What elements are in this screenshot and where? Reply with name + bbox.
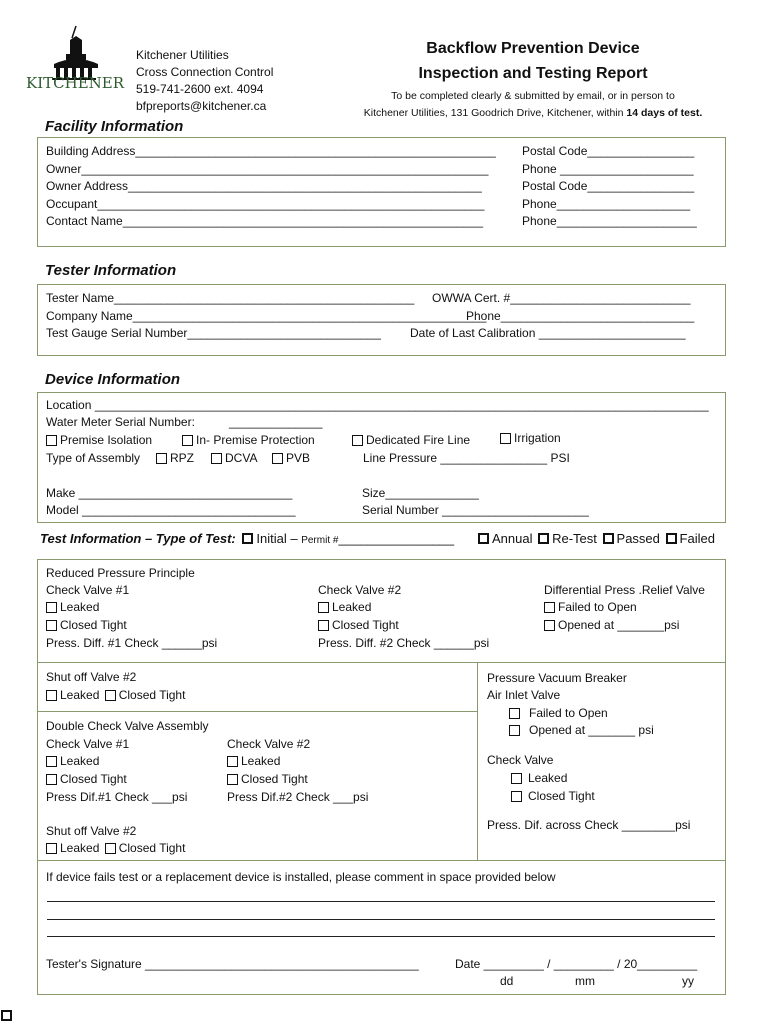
rpp-pd2-field[interactable]: Press. Diff. #2 Check ______psi (318, 636, 490, 650)
gauge-serial-field[interactable]: Test Gauge Serial Number_____________________________ (46, 326, 381, 340)
dcva-cv1-label: Check Valve #1 (46, 737, 130, 751)
passed-checkbox[interactable] (603, 533, 614, 544)
rpp-opened-at-checkbox[interactable]: Opened at _______psi (544, 617, 679, 635)
pvb-check-valve-label: Check Valve (487, 753, 554, 767)
rpp-shutoff-options: Leaked Closed Tight (46, 687, 185, 705)
dcva-shutoff-label: Shut off Valve #2 (46, 824, 137, 838)
corner-checkbox[interactable] (1, 1010, 12, 1021)
checkbox-icon[interactable] (227, 756, 238, 767)
checkbox-icon[interactable] (46, 435, 57, 446)
rpp-cv1-closed-checkbox[interactable]: Closed Tight (46, 617, 127, 635)
checkbox-icon[interactable] (509, 725, 520, 736)
type-of-assembly-label: Type of Assembly (46, 451, 141, 465)
pvb-leaked-checkbox[interactable]: Leaked (511, 770, 567, 788)
org-name: Kitchener Utilities (136, 48, 229, 62)
facility-section-title: Facility Information (45, 118, 184, 135)
rpp-shutoff-closed-checkbox[interactable] (105, 690, 116, 701)
dedicated-fire-checkbox[interactable]: Dedicated Fire Line (352, 432, 470, 450)
pvb-opened-at-checkbox[interactable]: Opened at _______ psi (509, 722, 654, 740)
comments-prompt: If device fails test or a replacement device is installed, please comment in space provided below (46, 870, 556, 884)
annual-checkbox[interactable] (478, 533, 489, 544)
submission-note-2: Kitchener Utilities, 131 Goodrich Drive, Kitchener, within 14 days of test. (363, 107, 703, 119)
checkbox-icon[interactable] (46, 620, 57, 631)
dcva-shutoff-options: Leaked Closed Tight (46, 840, 185, 858)
dcva-cv1-closed-checkbox[interactable]: Closed Tight (46, 771, 127, 789)
pvb-checkbox[interactable]: PVB (272, 450, 310, 468)
water-meter-label: Water Meter Serial Number: (46, 415, 195, 429)
occupant-phone-field[interactable]: Phone____________________ (522, 196, 691, 211)
rpp-cv2-closed-checkbox[interactable]: Closed Tight (318, 617, 399, 635)
divider-rpp-bottom (38, 662, 725, 663)
org-phone: 519-741-2600 ext. 4094 (136, 82, 264, 96)
owwa-cert-field[interactable]: OWWA Cert. #___________________________ (432, 291, 691, 305)
date-mm-label: mm (575, 974, 595, 988)
checkbox-icon[interactable] (511, 791, 522, 802)
checkbox-icon[interactable] (318, 602, 329, 613)
pvb-failed-open-checkbox[interactable]: Failed to Open (509, 705, 608, 723)
rpp-cv1-leaked-checkbox[interactable]: Leaked (46, 599, 99, 617)
test-date-field[interactable]: Date _________ / _________ / 20_________ (455, 957, 698, 971)
line-pressure-field[interactable]: Line Pressure ________________ PSI (363, 451, 570, 465)
tester-section-title: Tester Information (45, 262, 177, 279)
rpp-title: Reduced Pressure Principle (46, 566, 195, 580)
occupant-field[interactable]: Occupant__________________________________________________________ (46, 196, 485, 211)
location-field[interactable]: Location ____________________________________________________________________________________________ (46, 398, 709, 412)
dcva-title: Double Check Valve Assembly (46, 719, 209, 733)
checkbox-icon[interactable] (46, 602, 57, 613)
owner-phone-field[interactable]: Phone ____________________ (522, 161, 694, 176)
dcva-shutoff-leaked-checkbox[interactable] (46, 843, 57, 854)
rpp-failed-open-checkbox[interactable]: Failed to Open (544, 599, 637, 617)
org-dept: Cross Connection Control (136, 65, 274, 79)
device-section-title: Device Information (45, 371, 181, 388)
date-dd-label: dd (500, 974, 514, 988)
pvb-air-inlet-label: Air Inlet Valve (487, 688, 561, 702)
facility-fields-right (522, 143, 697, 231)
permit-field[interactable]: ________________ (338, 531, 455, 546)
tester-name-field[interactable]: Tester Name_____________________________________________ (46, 291, 415, 305)
test-result-row: Annual Re-Test Passed Failed (478, 530, 715, 547)
owner-postal-code-field[interactable]: Postal Code________________ (522, 179, 695, 193)
org-email: bfpreports@kitchener.ca (136, 99, 267, 113)
checkbox-icon[interactable] (182, 435, 193, 446)
logo-wordmark: KITCHENER (26, 74, 125, 92)
checkbox-icon[interactable] (46, 756, 57, 767)
comment-line-1[interactable] (47, 901, 715, 902)
test-type-row: Test Information – Type of Test: Initial – Permit #________________ (40, 531, 455, 546)
model-field[interactable]: Model ________________________________ (46, 503, 296, 517)
irrigation-checkbox[interactable]: Irrigation (500, 430, 561, 448)
submission-note-1: To be completed clearly & submitted by email, or in person to (391, 90, 675, 102)
dcva-cv2-closed-checkbox[interactable]: Closed Tight (227, 771, 308, 789)
divider-shutoff-bottom (38, 711, 478, 712)
company-name-field[interactable]: Company Name_____________________________________________________ (46, 308, 487, 323)
failed-checkbox[interactable] (666, 533, 677, 544)
dcva-cv1-leaked-checkbox[interactable]: Leaked (46, 753, 99, 771)
building-postal-code-field[interactable]: Postal Code________________ (522, 144, 695, 158)
make-field[interactable]: Make ________________________________ (46, 486, 293, 500)
title-line-2: Inspection and Testing Report (418, 65, 648, 82)
checkbox-icon[interactable] (272, 453, 283, 464)
serial-number-field[interactable]: Serial Number ______________________ (362, 503, 589, 517)
checkbox-icon[interactable] (211, 453, 222, 464)
comment-line-2[interactable] (47, 919, 715, 920)
building-address-field[interactable]: Building Address______________________________________________________ (46, 144, 496, 158)
title-line-1: Backflow Prevention Device (426, 40, 640, 57)
comment-line-3[interactable] (47, 936, 715, 937)
rpp-cv2-leaked-checkbox[interactable]: Leaked (318, 599, 371, 617)
pvb-press-dif-field[interactable]: Press. Dif. across Check ________psi (487, 818, 691, 832)
facility-fields (46, 143, 496, 231)
dcva-pd2-field[interactable]: Press Dif.#2 Check ___psi (227, 790, 369, 804)
contact-name-field[interactable]: Contact Name______________________________________________________ (46, 214, 484, 228)
dcva-pd1-field[interactable]: Press Dif.#1 Check ___psi (46, 790, 188, 804)
checkbox-icon[interactable] (544, 602, 555, 613)
size-field[interactable]: Size______________ (362, 486, 479, 500)
checkbox-icon[interactable] (509, 708, 520, 719)
rpp-shutoff-label: Shut off Valve #2 (46, 670, 137, 684)
kitchener-logo (26, 24, 125, 96)
checkbox-icon[interactable] (156, 453, 167, 464)
premise-isolation-checkbox[interactable]: Premise Isolation (46, 432, 152, 450)
dcva-shutoff-closed-checkbox[interactable] (105, 843, 116, 854)
checkbox-icon[interactable] (352, 435, 363, 446)
checkbox-icon[interactable] (318, 620, 329, 631)
water-meter-field[interactable]: ______________ (229, 415, 323, 429)
divider-pvb-left (477, 662, 478, 860)
dcva-checkbox[interactable]: DCVA (211, 450, 257, 468)
report-title (348, 36, 718, 122)
rpp-relief-valve-label: Differential Press .Relief Valve (544, 583, 705, 597)
pvb-closed-checkbox[interactable]: Closed Tight (511, 788, 595, 806)
date-yy-label: yy (682, 974, 694, 988)
pvb-title: Pressure Vacuum Breaker (487, 671, 627, 685)
owner-field[interactable]: Owner_____________________________________________________________ (46, 161, 489, 176)
checkbox-icon[interactable] (511, 773, 522, 784)
initial-checkbox[interactable] (242, 533, 253, 544)
checkbox-icon[interactable] (500, 433, 511, 444)
rpp-cv1-label: Check Valve #1 (46, 583, 130, 597)
checkbox-icon[interactable] (227, 774, 238, 785)
rpz-checkbox[interactable]: RPZ (156, 450, 194, 468)
permit-label: Permit # (301, 535, 339, 546)
in-premise-checkbox[interactable]: In- Premise Protection (182, 432, 315, 450)
org-contact-block (136, 47, 273, 115)
rpp-cv2-label: Check Valve #2 (318, 583, 402, 597)
tester-signature-field[interactable]: Tester's Signature _________________________________________ (46, 957, 419, 971)
retest-checkbox[interactable] (538, 533, 549, 544)
test-info-label: Test Information – Type of Test: (40, 531, 236, 546)
company-phone-field[interactable]: Phone_____________________________ (466, 308, 695, 323)
dcva-cv2-label: Check Valve #2 (227, 737, 311, 751)
checkbox-icon[interactable] (544, 620, 555, 631)
dcva-cv2-leaked-checkbox[interactable]: Leaked (227, 753, 280, 771)
checkbox-icon[interactable] (46, 774, 57, 785)
owner-address-field[interactable]: Owner Address_____________________________________________________ (46, 179, 482, 193)
rpp-shutoff-leaked-checkbox[interactable] (46, 690, 57, 701)
divider-dcva-bottom (38, 860, 725, 861)
rpp-pd1-field[interactable]: Press. Diff. #1 Check ______psi (46, 636, 218, 650)
contact-phone-field[interactable]: Phone_____________________ (522, 214, 697, 228)
calibration-date-field[interactable]: Date of Last Calibration ______________________ (410, 326, 686, 340)
